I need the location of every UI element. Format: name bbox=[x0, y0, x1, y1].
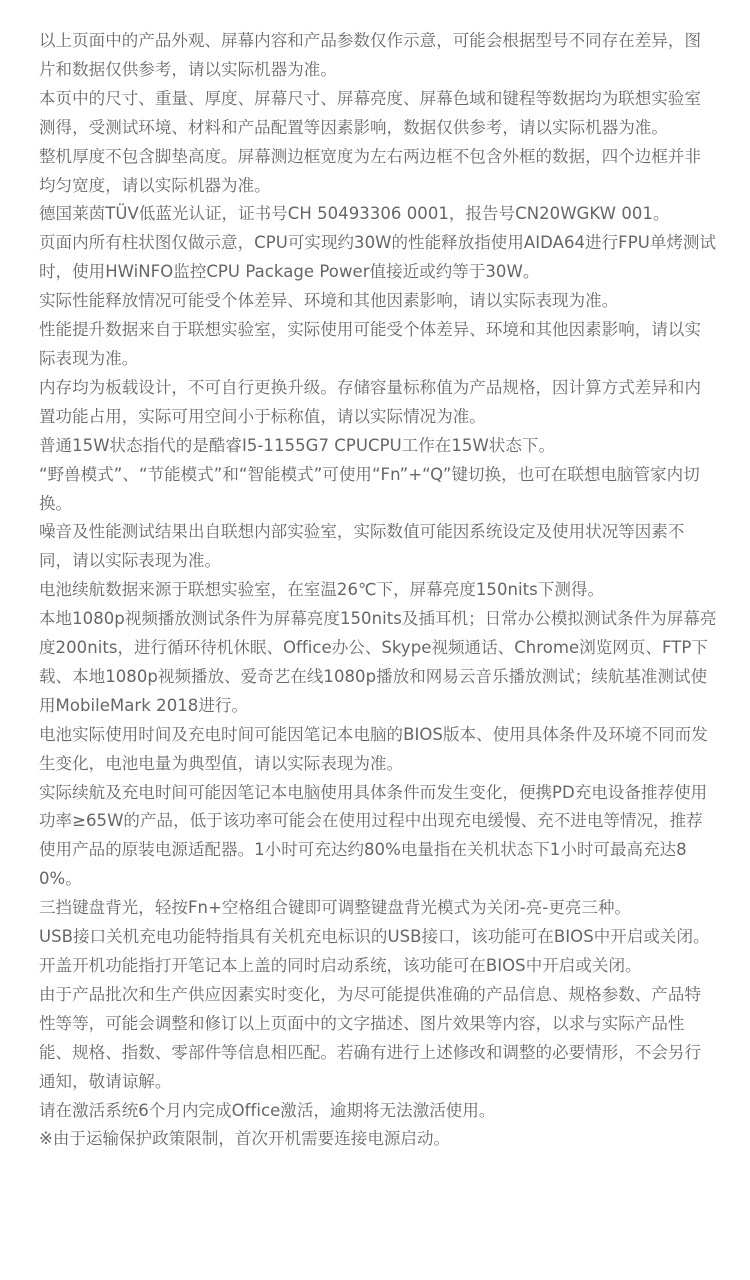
note-performance-improvement: 性能提升数据来自于联想实验室，实际使用可能受个体差异、环境和其他因素影响，请以实际表现为准。 bbox=[39, 320, 701, 368]
note-office-activation: 请在激活系统6个月内完成Office激活，逾期将无法激活使用。 bbox=[39, 1100, 496, 1120]
note-memory-storage: 内存均为板载设计，不可自行更换升级。存储容量标称值为产品规格，因计算方式差异和内置功能占用，实际可用空间小于标称值，请以实际情况为准。 bbox=[39, 377, 701, 426]
note-battery-variation: 电池实际使用时间及充电时间可能因笔记本电脑的BIOS版本、使用具体条件及环境不同而发生变化，电池电量为典型值，请以实际表现为准。 bbox=[39, 724, 708, 773]
note-first-boot-power: ※由于运输保护政策限制，首次开机需要连接电源启动。 bbox=[39, 1129, 451, 1149]
note-dimensions-disclaimer: 本页中的尺寸、重量、厚度、屏幕尺寸、屏幕亮度、屏幕色域和键程等数据均为联想实验室测得，受测试环境、材料和产品配置等因素影响，数据仅供参考，请以实际机器为准。 bbox=[39, 88, 701, 137]
note-battery-source: 电池续航数据来源于联想实验室，在室温26℃下，屏幕亮度150nits下测得。 bbox=[39, 580, 605, 600]
note-tuv-certification: 德国莱茵TÜV低蓝光认证，证书号CH 50493306 0001，报告号CN20WGKW 001。 bbox=[39, 204, 670, 224]
note-mode-switching: “野兽模式”、“节能模式”和“智能模式”可使用“Fn”+“Q”键切换，也可在联想电脑管家内切换。 bbox=[39, 464, 700, 513]
note-battery-test-conditions: 本地1080p视频播放测试条件为屏幕亮度150nits及插耳机；日常办公模拟测试条件为屏幕亮度200nits，进行循环待机休眠、Office办公、Skype视频通话、Chrome浏览网页、FTP下载、本地1080p视频播放、爱奇艺在线1080p播放和网易云音乐播放测试；续航基准测试使用MobileMark 2018进行。 bbox=[39, 609, 717, 715]
note-cpu-performance-chart: 页面内所有柱状图仅做示意，CPU可实现约30W的性能释放指使用AIDA64进行FPU单烤测试时，使用HWiNFO监控CPU Package Power值接近或约等于30W。 bbox=[39, 233, 717, 282]
note-noise-performance-test: 噪音及性能测试结果出自联想内部实验室，实际数值可能因系统设定及使用状况等因素不同，请以实际表现为准。 bbox=[39, 522, 685, 571]
note-lid-open-boot: 开盖开机功能指打开笔记本上盖的同时启动系统，该功能可在BIOS中开启或关闭。 bbox=[39, 956, 642, 975]
note-charging: 实际续航及充电时间可能因笔记本电脑使用具体条件而发生变化，便携PD充电设备推荐使用功率≥65W的产品，低于该功率可能会在使用过程中出现充电缓慢、充不进电等情况，推荐使用产品的原装电源适配器。1小时可充达约80%电量指在关机状态下1小时可最高充达80%。 bbox=[39, 782, 708, 889]
note-thickness-bezel: 整机厚度不包含脚垫高度。屏幕测边框宽度为左右两边框不包含外框的数据，四个边框并非均匀宽度，请以实际机器为准。 bbox=[39, 146, 701, 195]
note-product-changes: 由于产品批次和生产供应因素实时变化，为尽可能提供准确的产品信息、规格参数、产品特性等等，可能会调整和修订以上页面中的文字描述、图片效果等内容，以求与实际产品性能、规格、指数、零部件等信息相匹配。若确有进行上述修改和调整的必要情形，不会另行通知，敬请谅解。 bbox=[39, 984, 701, 1091]
note-15w-state: 普通15W状态指代的是酷睿I5-1155G7 CPUCPU工作在15W状态下。 bbox=[39, 435, 556, 455]
note-performance-release: 实际性能释放情况可能受个体差异、环境和其他因素影响，请以实际表现为准。 bbox=[39, 291, 619, 311]
note-usb-charging: USB接口关机充电功能特指具有关机充电标识的USB接口，该功能可在BIOS中开启或关闭。 bbox=[39, 927, 710, 947]
note-keyboard-backlight: 三挡键盘背光，轻按Fn+空格组合键即可调整键盘背光模式为关闭-亮-更亮三种。 bbox=[39, 898, 632, 918]
note-appearance-disclaimer: 以上页面中的产品外观、屏幕内容和产品参数仅作示意，可能会根据型号不同存在差异，图片和数据仅供参考，请以实际机器为准。 bbox=[39, 31, 701, 79]
disclaimer-notes bbox=[39, 27, 717, 1154]
